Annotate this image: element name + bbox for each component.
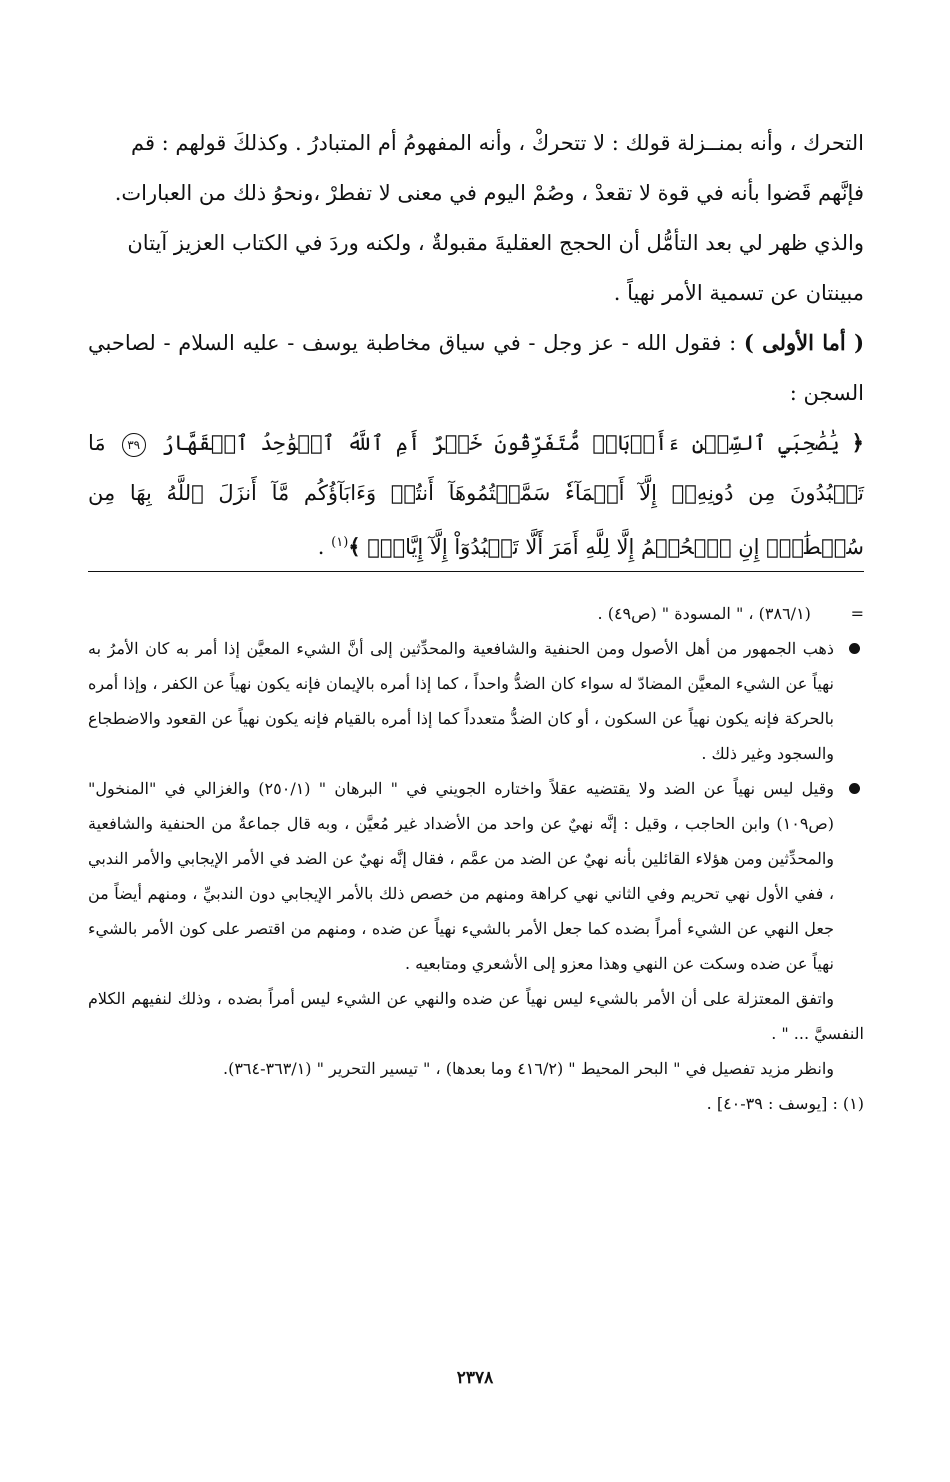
footnote-1: (١) : [يوسف : ٣٩-٤٠] . xyxy=(706,1094,864,1113)
body-line: مبينتان عن تسمية الأمر نهياً . xyxy=(613,281,864,305)
continuation-text: (٣٨٦/١) ، " المسودة " (ص٤٩) . xyxy=(597,604,811,623)
bullet-icon xyxy=(849,783,860,794)
main-text xyxy=(88,118,864,572)
body-line: فإنَّهم قَضوا بأنه في قوة لا تقعدْ ، وصُمْ اليوم في معنى لا تفطرْ ،ونحوُ ذلك من العبارات. xyxy=(114,181,864,205)
verse-end-dot: . xyxy=(317,535,325,559)
note-bullet xyxy=(88,771,864,981)
verse-close-bracket: ﴾ xyxy=(348,534,361,559)
note-paragraph: واتفق المعتزلة على أن الأمر بالشيء ليس نهياً عن ضده والنهي عن الشيء ليس أمراً بضده ، وذلك لنفيهم الكلام النفسيَّ ... " . xyxy=(88,989,864,1043)
verse-text-1: يَٰصَٰحِبَيِ ٱلسِّجۡنِ ءَأَرۡبَابٞ مُّتَفَرِّقُونَ خَيۡرٌ أَمِ ٱللَّهُ ٱلۡوَٰحِدُ ٱلۡقَهَّارُ xyxy=(161,431,840,455)
verse-text-2: مَا تَعۡبُدُونَ مِن دُونِهِۦٓ إِلَّآ أَسۡمَآءٗ سَمَّيۡتُمُوهَآ أَنتُمۡ وَءَابَآؤُكُم مَّآ أَنزَلَ ٱللَّهُ بِهَا مِن سُلۡطَٰنٍۚ إِنِ ٱلۡحُكۡمُ إِلَّا لِلَّهِ أَمَرَ أَلَّا تَعۡبُدُوٓاْ إِلَّآ إِيَّاهُۚ xyxy=(88,431,864,559)
footnote-separator xyxy=(88,571,864,572)
note-bullet-text: وقيل ليس نهياً عن الضد ولا يقتضيه عقلاً واختاره الجويني في " البرهان " (٢٥٠/١) والغزالي في "المنخول" (ص١٠٩) وابن الحاجب ، وقيل : إنَّه نهيٌ عن واحد من الأضداد غير مُعيَّن ، وبه قال جماعةٌ من الحنفية والشافعية والمحدِّثين ومن هؤلاء القائلين بأنه نهيٌ عن الضد من عمَّم ، فقال إنَّه نهيٌ عن الضد في الأمر الإيجابي والأمر الندبي ، ففي الأول نهي تحريم وفي الثاني نهي كراهة ومنهم من خصص ذلك بالأمر الإيجابي دون الندبيِّ ، ومنهم أيضاً من جعل النهي عن الشيء أمراً بضده كما جعل الأمر بالشيء نهياً عن ضده ، ومنهم من اقتصر على كون الأمر بالشيء نهياً عن ضده وسكت عن النهي وهذا معزو إلى الأشعري ومتابعيه . xyxy=(88,779,834,973)
note-continuation xyxy=(88,596,864,631)
note-bullet xyxy=(88,631,864,771)
first-verse-intro xyxy=(88,318,864,418)
note-bullet-text: ذهب الجمهور من أهل الأصول ومن الحنفية والشافعية والمحدِّثين إلى أنَّ الشيء المعيَّن إذا أمر به كان الأمرُ به نهياً عن الشيء المعيَّن المضادّ له سواء كان الضدُّ واحداً ، كما إذا أمره بالإيمان فإنه يكون نهياً عن الكفر ، وإذا أمره بالحركة فإنه يكون نهياً عن السكون ، أو كان الضدُّ متعدداً كما إذا أمره بالقيام فإنه يكون نهياً عن القعود والاضطجاع والسجود وغير ذلك . xyxy=(88,639,834,763)
page-number: ٢٣٧٨ xyxy=(456,1368,494,1388)
continuation-sign: = xyxy=(850,604,864,623)
first-heading: ( أما الأولى ) xyxy=(743,330,865,355)
bullet-icon xyxy=(849,643,860,654)
verse-open-bracket: ﴿ xyxy=(851,430,864,455)
footnote-reference: (١) xyxy=(331,535,349,550)
quran-verse xyxy=(88,418,864,572)
ayah-number-marker: ٣٩ xyxy=(122,433,146,457)
body-line: والذي ظهر لي بعد التأمُّل أن الحجج العقليةَ مقبولةٌ ، ولكنه وردَ في الكتاب العزيز آيتان xyxy=(127,231,864,255)
first-intro-text: : فقول الله - عز وجل - في سياق مخاطبة يوسف - عليه السلام - لصاحبي السجن : xyxy=(88,331,864,405)
footnotes xyxy=(88,596,864,1121)
note-paragraph: وانظر مزيد تفصيل في " البحر المحيط " (٤١٦/٢ وما بعدها) ، " تيسير التحرير " (٣٦٣/١-٣٦٤). xyxy=(223,1059,834,1078)
body-line: التحرك ، وأنه بمنــزلة قولك : لا تتحركْ ، وأنه المفهومُ أم المتبادرُ . وكذلكَ قولهم : قم xyxy=(130,131,864,155)
